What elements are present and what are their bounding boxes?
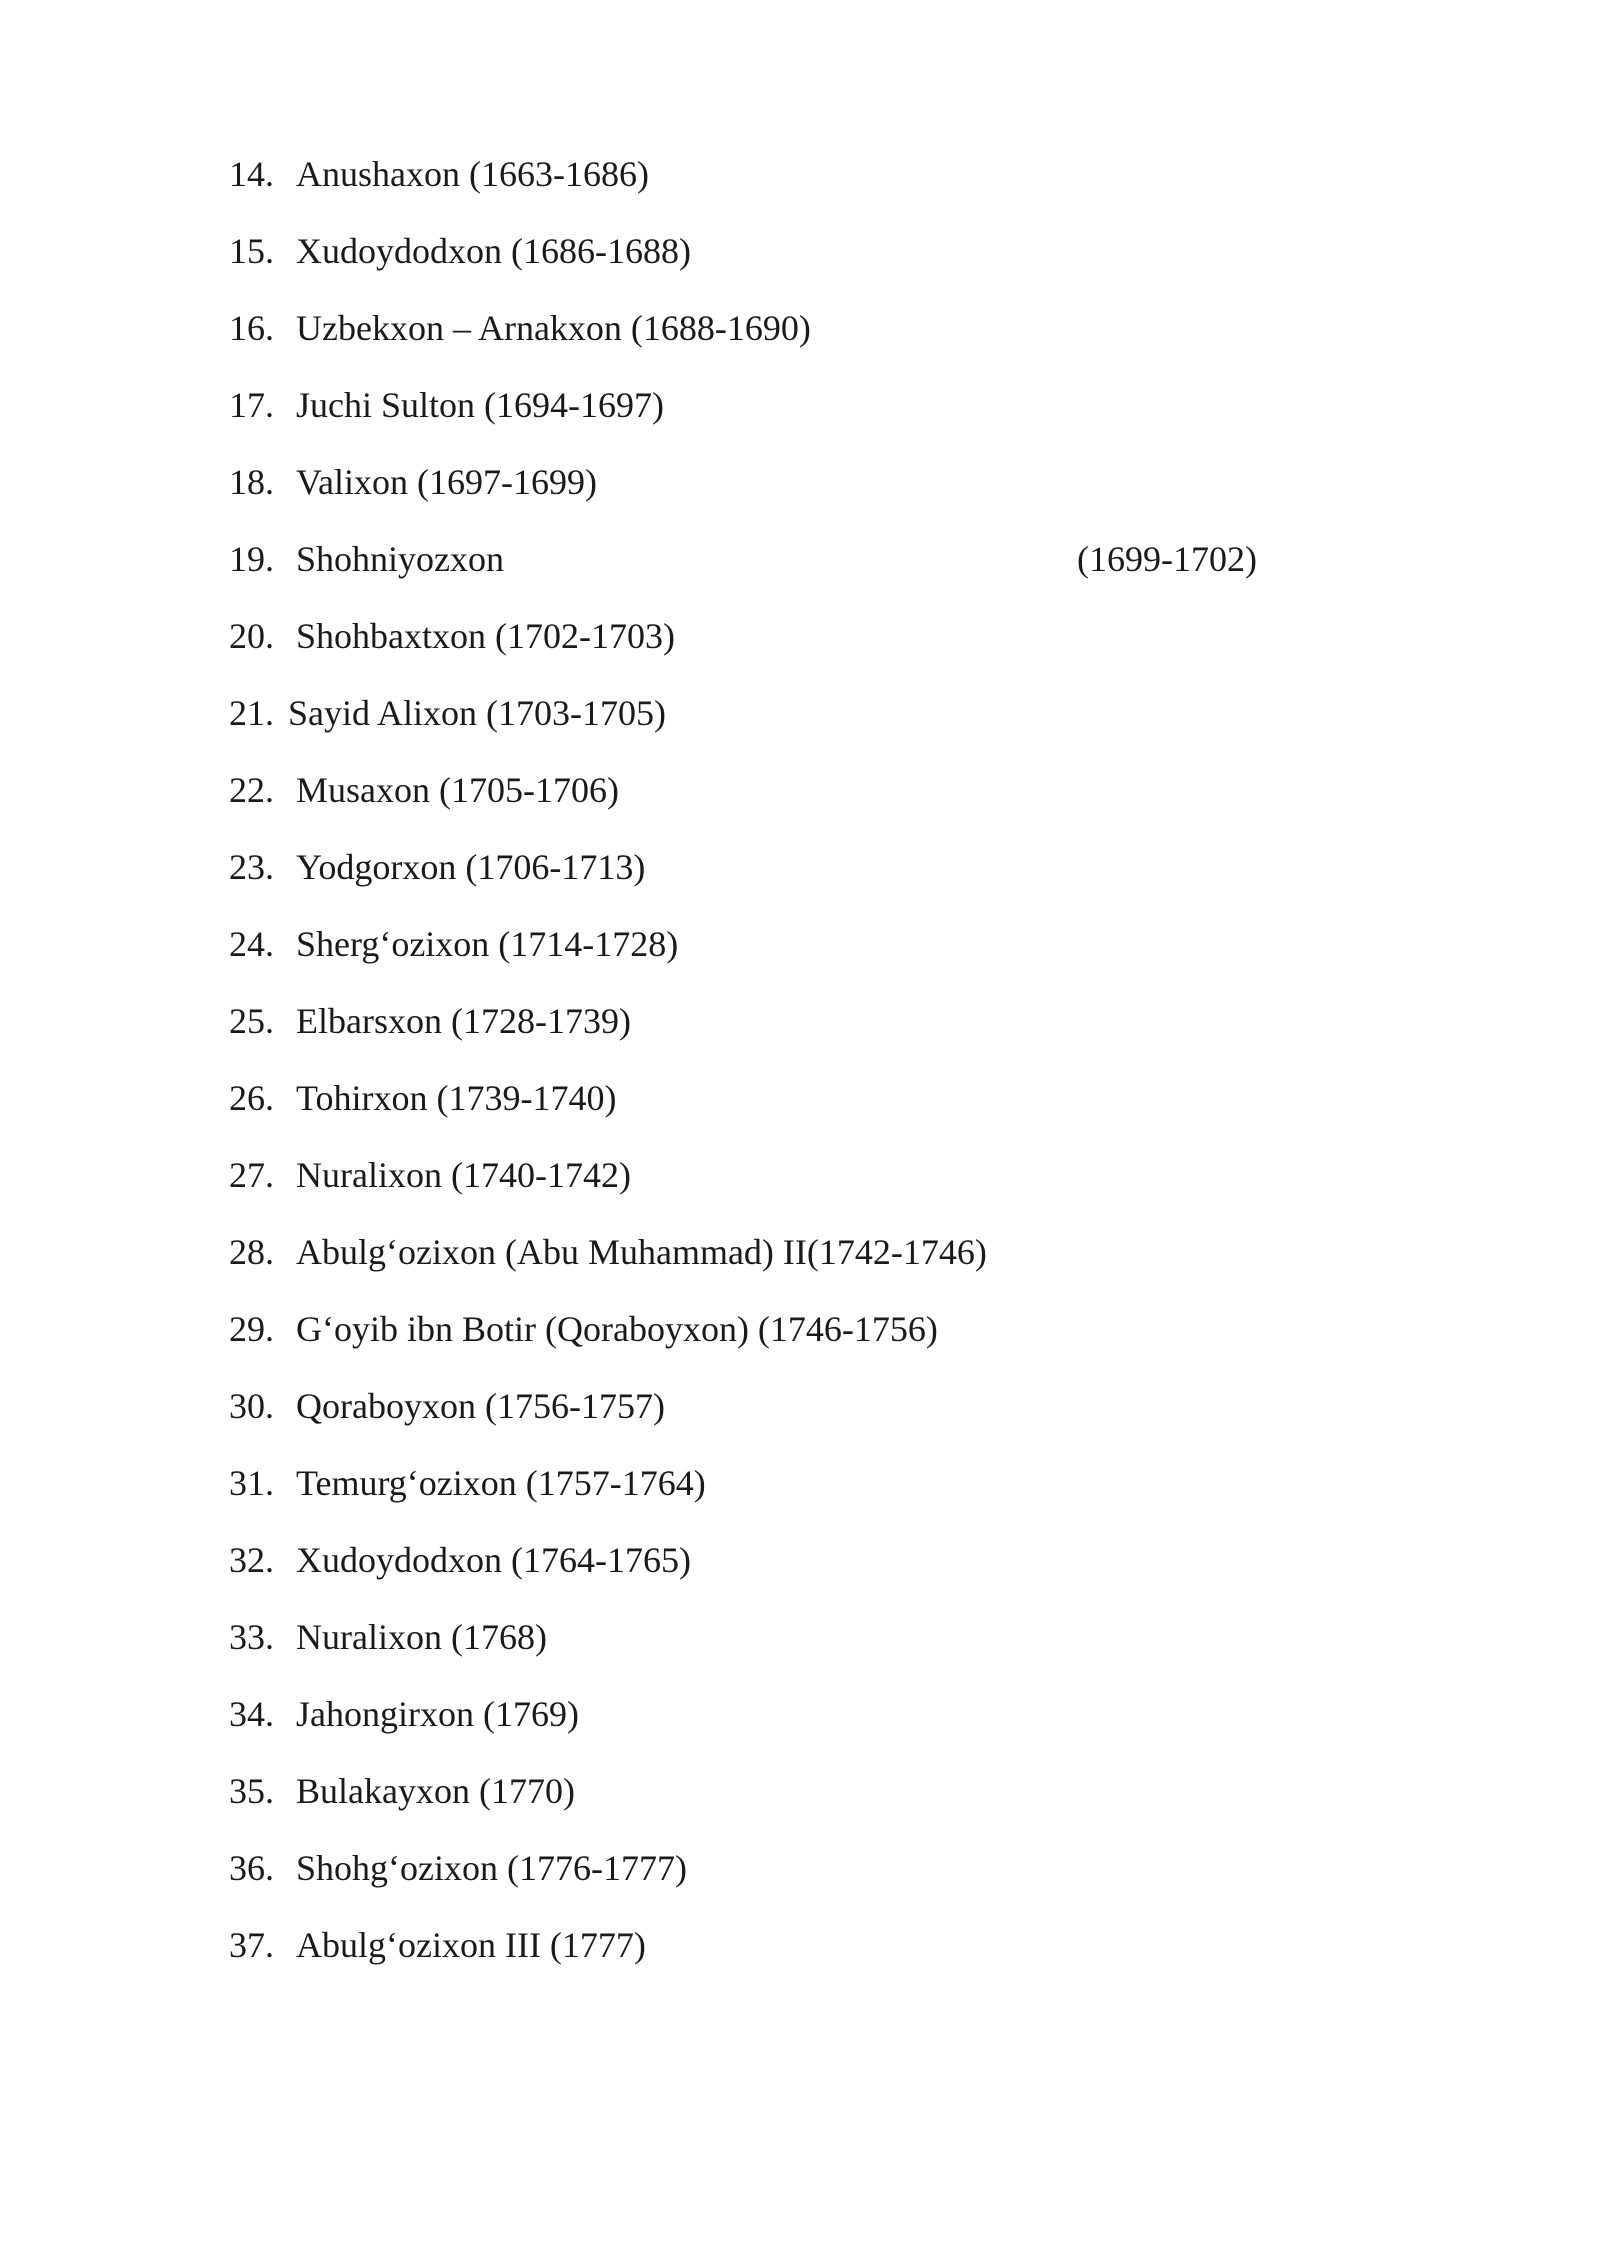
- list-item-text: Xudoydodxon (1686-1688): [296, 231, 691, 271]
- list-item-number: 26.: [229, 1078, 274, 1118]
- list-item: [229, 1611, 1369, 1688]
- list-item-text: Jahongirxon (1769): [296, 1694, 579, 1734]
- list-item-text: Juchi Sulton (1694-1697): [296, 385, 664, 425]
- list-item-number: 14.: [229, 154, 274, 194]
- list-item-text: Sayid Alixon (1703-1705): [288, 693, 666, 733]
- list-item-text: Nuralixon (1740-1742): [296, 1155, 631, 1195]
- list-item-number: 37.: [229, 1925, 274, 1965]
- list-item: [229, 841, 1369, 918]
- list-item: [229, 148, 1369, 225]
- list-item-number: 16.: [229, 308, 274, 348]
- list-item-number: 17.: [229, 385, 274, 425]
- list-item-text: Bulakayxon (1770): [296, 1771, 575, 1811]
- list-item-text: Qoraboyxon (1756-1757): [296, 1386, 665, 1426]
- list-item: [229, 1534, 1369, 1611]
- list-item-number: 30.: [229, 1386, 274, 1426]
- list-item-number: 36.: [229, 1848, 274, 1888]
- list-item-number: 23.: [229, 847, 274, 887]
- list-item-number: 28.: [229, 1232, 274, 1272]
- list-item-number: 31.: [229, 1463, 274, 1503]
- list-item-text: Nuralixon (1768): [296, 1617, 547, 1657]
- list-item: [229, 1149, 1369, 1226]
- list-item-text: Temurg‘ozixon (1757-1764): [296, 1463, 706, 1503]
- list-item-number: 35.: [229, 1771, 274, 1811]
- list-item-text: Valixon (1697-1699): [296, 462, 597, 502]
- list-item-text: Uzbekxon – Arnakxon (1688-1690): [296, 308, 811, 348]
- list-item-text: Sherg‘ozixon (1714-1728): [296, 924, 679, 964]
- list-item-text: Tohirxon (1739-1740): [296, 1078, 617, 1118]
- list-item: [229, 764, 1369, 841]
- list-item-number: 27.: [229, 1155, 274, 1195]
- list-item: [229, 1765, 1369, 1842]
- list-item: [229, 456, 1369, 533]
- list-item-text: Abulg‘ozixon III (1777): [296, 1925, 646, 1965]
- list-item-text: G‘oyib ibn Botir (Qoraboyxon) (1746-1756): [296, 1309, 938, 1349]
- list-item-text: Shohg‘ozixon (1776-1777): [296, 1848, 687, 1888]
- list-item-date: (1699-1702): [1077, 539, 1257, 579]
- list-item-number: 32.: [229, 1540, 274, 1580]
- list-item-number: 19.: [229, 539, 274, 579]
- list-item: [229, 1457, 1369, 1534]
- rulers-list: [229, 148, 1369, 1996]
- list-item-number: 29.: [229, 1309, 274, 1349]
- list-item: [229, 995, 1369, 1072]
- list-item-number: 22.: [229, 770, 274, 810]
- list-item-number: 18.: [229, 462, 274, 502]
- list-item-text: Elbarsxon (1728-1739): [296, 1001, 631, 1041]
- list-item: [229, 1842, 1369, 1919]
- list-item-number: 33.: [229, 1617, 274, 1657]
- list-item: [229, 918, 1369, 995]
- list-item-text: Yodgorxon (1706-1713): [296, 847, 646, 887]
- list-item-number: 24.: [229, 924, 274, 964]
- list-item-number: 25.: [229, 1001, 274, 1041]
- list-item: [229, 302, 1369, 379]
- list-item: [229, 225, 1369, 302]
- list-item-text: Anushaxon (1663-1686): [296, 154, 649, 194]
- list-item-text: Abulg‘ozixon (Abu Muhammad) II(1742-1746): [296, 1232, 987, 1272]
- list-item-text: Shohbaxtxon (1702-1703): [296, 616, 675, 656]
- list-item-text: Shohniyozxon: [296, 539, 505, 579]
- list-item: [229, 1919, 1369, 1996]
- list-item-text: Xudoydodxon (1764-1765): [296, 1540, 691, 1580]
- list-item: [229, 533, 1369, 610]
- list-item: [229, 1226, 1369, 1303]
- list-item: [229, 379, 1369, 456]
- list-item: [229, 1072, 1369, 1149]
- list-item-number: 21.: [229, 693, 274, 733]
- list-item: [229, 610, 1369, 687]
- list-item-number: 20.: [229, 616, 274, 656]
- list-item: [229, 687, 1369, 764]
- list-item-number: 34.: [229, 1694, 274, 1734]
- list-item: [229, 1380, 1369, 1457]
- list-item: [229, 1688, 1369, 1765]
- list-item: [229, 1303, 1369, 1380]
- list-item-number: 15.: [229, 231, 274, 271]
- list-item-text: Musaxon (1705-1706): [296, 770, 619, 810]
